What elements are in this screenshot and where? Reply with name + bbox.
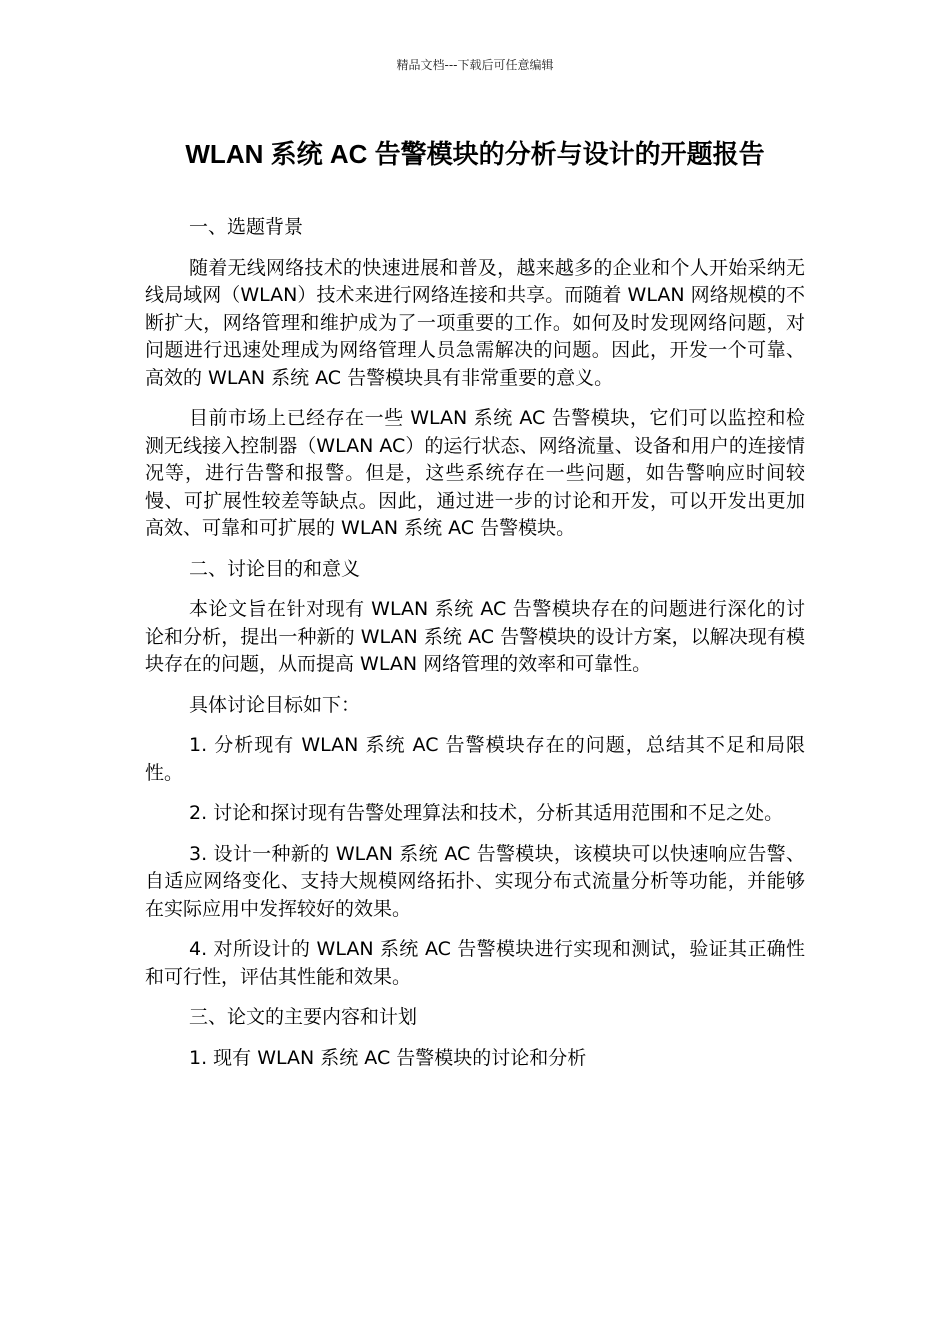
- section-heading-purpose: 二、讨论目的和意义: [189, 557, 361, 580]
- list-item-goal-1: 1. 分析现有 WLAN 系统 AC 告警模块存在的问题，总结其不足和局限性。: [145, 734, 805, 784]
- list-item-goal-3: 3. 设计一种新的 WLAN 系统 AC 告警模块，该模块可以快速响应告警、自适应网络变化、支持大规模网络拓扑、实现分布式流量分析等功能，并能够在实际应用中发挥较好的效果。: [145, 842, 805, 920]
- section-heading-content-plan: 三、论文的主要内容和计划: [189, 1006, 418, 1028]
- document-body: [145, 214, 805, 1085]
- paragraph-goals-intro: 具体讨论目标如下：: [189, 693, 361, 716]
- header-note: 精品文档---下载后可任意编辑: [396, 58, 554, 72]
- paragraph-background-1: 随着无线网络技术的快速进展和普及，越来越多的企业和个人开始采纳无线局域网（WLAN）技术来进行网络连接和共享。而随着 WLAN 网络规模的不断扩大，网络管理和维护成为了一项重要的工作。如何及时发现网络问题，对问题进行迅速处理成为网络管理人员急需解决的问题。因此，开发一个可靠、高效的 WLAN 系统 AC 告警模块具有非常重要的意义。: [145, 256, 805, 389]
- section-heading-background: 一、选题背景: [189, 216, 304, 238]
- document-title: WLAN 系统 AC 告警模块的分析与设计的开题报告: [185, 139, 765, 169]
- paragraph-background-2: 目前市场上已经存在一些 WLAN 系统 AC 告警模块，它们可以监控和检测无线接入控制器（WLAN AC）的运行状态、网络流量、设备和用户的连接情况等，进行告警和报警。但是，这些系统存在一些问题，如告警响应时间较慢、可扩展性较差等缺点。因此，通过进一步的讨论和开发，可以开发出更加高效、可靠和可扩展的 WLAN 系统 AC 告警模块。: [145, 407, 805, 539]
- paragraph-purpose: 本论文旨在针对现有 WLAN 系统 AC 告警模块存在的问题进行深化的讨论和分析，提出一种新的 WLAN 系统 AC 告警模块的设计方案，以解决现有模块存在的问题，从而提高 WLAN 网络管理的效率和可靠性。: [145, 598, 805, 675]
- list-item-goal-2: 2. 讨论和探讨现有告警处理算法和技术，分析其适用范围和不足之处。: [189, 802, 784, 824]
- list-item-goal-4: 4. 对所设计的 WLAN 系统 AC 告警模块进行实现和测试，验证其正确性和可行性，评估其性能和效果。: [145, 938, 805, 988]
- list-item-plan-1: 1. 现有 WLAN 系统 AC 告警模块的讨论和分析: [189, 1046, 587, 1069]
